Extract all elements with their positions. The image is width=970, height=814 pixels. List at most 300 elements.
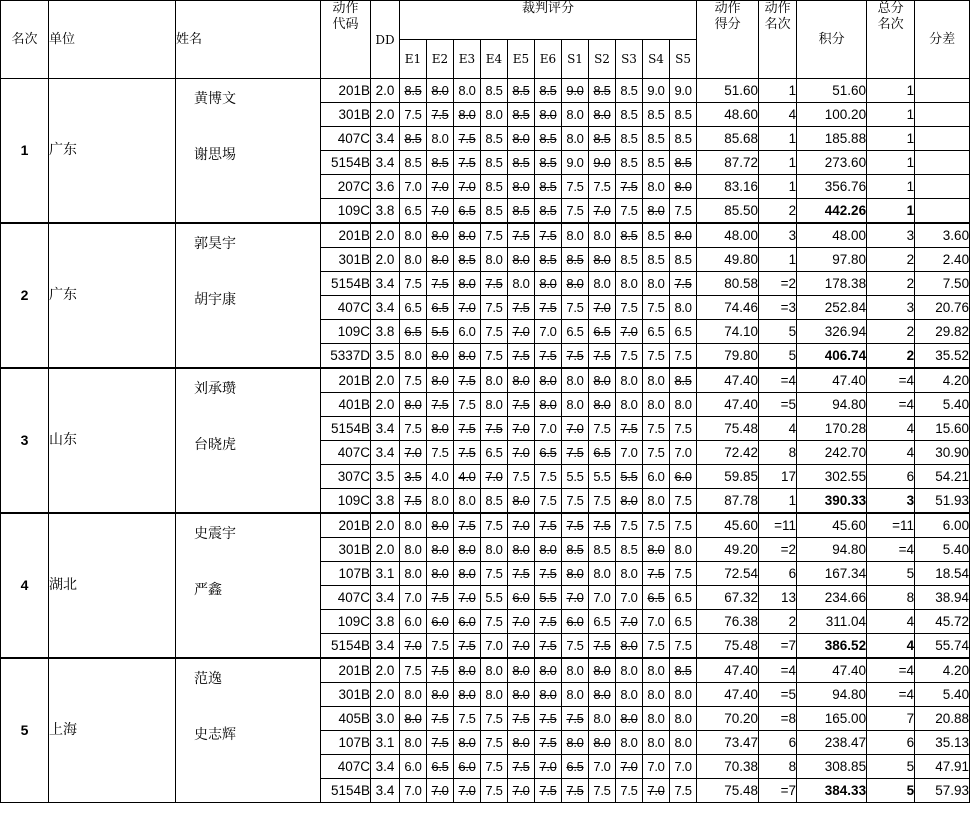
judge-score: 8.0 (454, 344, 481, 369)
judge-score: 8.5 (562, 538, 589, 562)
judge-score: 7.0 (562, 417, 589, 441)
judge-score: 6.5 (670, 320, 697, 344)
action-score: 47.40 (697, 368, 759, 393)
judge-score: 8.0 (562, 731, 589, 755)
total-rank: 4 (867, 417, 915, 441)
judge-score: 7.0 (508, 320, 535, 344)
action-rank: =4 (759, 368, 797, 393)
judge-score: 8.0 (616, 489, 643, 514)
judge-score: 8.0 (481, 248, 508, 272)
judge-score: 7.5 (670, 562, 697, 586)
action-rank: 1 (759, 127, 797, 151)
action-rank: 1 (759, 79, 797, 103)
judge-score: 8.0 (454, 683, 481, 707)
dive-code: 109C (321, 199, 371, 224)
dive-code: 407C (321, 127, 371, 151)
judge-score: 7.0 (427, 199, 454, 224)
score-diff: 4.20 (915, 658, 970, 683)
action-rank: 17 (759, 465, 797, 489)
judge-score: 8.0 (508, 683, 535, 707)
dive-code: 109C (321, 489, 371, 514)
points: 242.70 (797, 441, 867, 465)
judge-score: 7.5 (481, 610, 508, 634)
judge-score: 8.0 (643, 199, 670, 224)
judge-score: 8.0 (589, 272, 616, 296)
athlete-name: 史震宇 (194, 526, 236, 542)
team-rank: 4 (1, 513, 49, 658)
header-judge-e3: E3 (454, 40, 481, 79)
judge-score: 8.5 (481, 151, 508, 175)
judge-score: 8.5 (481, 175, 508, 199)
judge-score: 5.5 (589, 465, 616, 489)
header-diff: 分差 (915, 1, 970, 79)
judge-score: 8.5 (427, 151, 454, 175)
table-row (1, 658, 970, 683)
judge-score: 7.5 (643, 417, 670, 441)
action-score: 48.60 (697, 103, 759, 127)
header-judges: 裁判评分 (400, 1, 697, 40)
judge-score: 6.5 (670, 610, 697, 634)
judge-score: 8.0 (562, 368, 589, 393)
action-rank: 8 (759, 441, 797, 465)
total-rank: 1 (867, 151, 915, 175)
judge-score: 8.5 (535, 199, 562, 224)
total-rank: 6 (867, 465, 915, 489)
points: 178.38 (797, 272, 867, 296)
judge-score: 8.0 (589, 248, 616, 272)
judge-score: 7.0 (400, 175, 427, 199)
total-rank: 4 (867, 610, 915, 634)
action-score: 76.38 (697, 610, 759, 634)
judge-score: 7.0 (400, 634, 427, 659)
judge-score: 9.0 (562, 79, 589, 103)
judge-score: 7.5 (508, 393, 535, 417)
judge-score: 8.0 (562, 103, 589, 127)
judge-score: 8.0 (616, 393, 643, 417)
judge-score: 8.5 (589, 538, 616, 562)
judge-score: 8.0 (643, 393, 670, 417)
judge-score: 7.5 (670, 344, 697, 369)
total-rank: 1 (867, 175, 915, 199)
judge-score: 8.0 (670, 707, 697, 731)
judge-score: 8.0 (454, 272, 481, 296)
judge-score: 7.5 (589, 634, 616, 659)
judge-score: 8.0 (535, 683, 562, 707)
action-rank: 1 (759, 151, 797, 175)
header-unit: 单位 (49, 1, 176, 79)
judge-score: 8.5 (643, 103, 670, 127)
dive-dd: 3.4 (371, 417, 400, 441)
points: 406.74 (797, 344, 867, 369)
total-rank: =4 (867, 393, 915, 417)
dive-dd: 3.1 (371, 562, 400, 586)
dive-dd: 3.5 (371, 465, 400, 489)
judge-score: 8.0 (508, 538, 535, 562)
judge-score: 7.5 (670, 489, 697, 514)
judge-score: 7.5 (400, 368, 427, 393)
points: 386.52 (797, 634, 867, 659)
judge-score: 7.5 (616, 417, 643, 441)
judge-score: 7.5 (535, 465, 562, 489)
judge-score: 7.5 (670, 199, 697, 224)
judge-score: 7.5 (616, 296, 643, 320)
dive-dd: 3.4 (371, 151, 400, 175)
action-score: 85.50 (697, 199, 759, 224)
judge-score: 8.0 (508, 248, 535, 272)
action-rank: 8 (759, 755, 797, 779)
judge-score: 7.5 (481, 513, 508, 538)
header-judge-s5: S5 (670, 40, 697, 79)
action-score: 72.42 (697, 441, 759, 465)
dive-code: 307C (321, 465, 371, 489)
judge-score: 7.5 (508, 223, 535, 248)
points: 311.04 (797, 610, 867, 634)
judge-score: 5.5 (616, 465, 643, 489)
judge-score: 6.5 (454, 199, 481, 224)
judge-score: 8.0 (481, 103, 508, 127)
judge-score: 7.5 (481, 779, 508, 803)
judge-score: 6.0 (427, 610, 454, 634)
judge-score: 7.0 (454, 586, 481, 610)
judge-score: 8.0 (643, 683, 670, 707)
judge-score: 7.5 (535, 731, 562, 755)
judge-score: 8.0 (508, 272, 535, 296)
judge-score: 7.5 (535, 344, 562, 369)
judge-score: 8.5 (670, 127, 697, 151)
judge-score: 7.5 (589, 513, 616, 538)
dive-dd: 2.0 (371, 79, 400, 103)
header-judge-s2: S2 (589, 40, 616, 79)
dive-code: 109C (321, 610, 371, 634)
judge-score: 9.0 (670, 79, 697, 103)
points: 238.47 (797, 731, 867, 755)
judge-score: 7.5 (643, 296, 670, 320)
judge-score: 8.0 (400, 538, 427, 562)
team-names (176, 658, 321, 803)
judge-score: 7.5 (616, 344, 643, 369)
action-score: 49.20 (697, 538, 759, 562)
judge-score: 6.0 (454, 320, 481, 344)
judge-score: 7.0 (535, 417, 562, 441)
judge-score: 7.5 (481, 296, 508, 320)
dive-code: 107B (321, 562, 371, 586)
judge-score: 8.5 (589, 79, 616, 103)
action-score: 47.40 (697, 683, 759, 707)
judge-score: 6.5 (427, 296, 454, 320)
dive-dd: 3.8 (371, 320, 400, 344)
score-diff: 15.60 (915, 417, 970, 441)
action-score: 74.46 (697, 296, 759, 320)
judge-score: 8.5 (643, 223, 670, 248)
judge-score: 8.5 (535, 79, 562, 103)
score-diff (915, 103, 970, 127)
score-diff: 57.93 (915, 779, 970, 803)
action-rank: =4 (759, 658, 797, 683)
points: 94.80 (797, 393, 867, 417)
dive-dd: 3.1 (371, 731, 400, 755)
total-rank: 5 (867, 562, 915, 586)
dive-code: 405B (321, 707, 371, 731)
judge-score: 7.5 (643, 634, 670, 659)
header-judge-e6: E6 (535, 40, 562, 79)
team-rank: 1 (1, 79, 49, 224)
action-score: 73.47 (697, 731, 759, 755)
judge-score: 6.5 (400, 199, 427, 224)
dive-code: 407C (321, 441, 371, 465)
points: 384.33 (797, 779, 867, 803)
judge-score: 8.0 (454, 731, 481, 755)
athlete-name: 黄博文 (194, 91, 236, 107)
header-total-rank: 总分 名次 (867, 1, 915, 79)
judge-score: 8.5 (535, 248, 562, 272)
dive-code: 407C (321, 586, 371, 610)
action-rank: 13 (759, 586, 797, 610)
judge-score: 7.0 (643, 779, 670, 803)
judge-score: 8.0 (589, 368, 616, 393)
score-diff (915, 151, 970, 175)
action-score: 72.54 (697, 562, 759, 586)
athlete-name: 刘承瓒 (194, 381, 236, 397)
action-rank: =2 (759, 272, 797, 296)
judge-score: 8.5 (643, 248, 670, 272)
judge-score: 8.0 (643, 489, 670, 514)
judge-score: 7.5 (535, 562, 562, 586)
judge-score: 8.0 (670, 731, 697, 755)
judge-score: 8.0 (400, 707, 427, 731)
judge-score: 7.5 (454, 127, 481, 151)
judge-score: 7.0 (616, 586, 643, 610)
judge-score: 8.0 (616, 368, 643, 393)
points: 356.76 (797, 175, 867, 199)
judge-score: 8.0 (616, 658, 643, 683)
judge-score: 6.5 (400, 296, 427, 320)
judge-score: 8.0 (400, 393, 427, 417)
judge-score: 7.0 (616, 755, 643, 779)
total-rank: 4 (867, 441, 915, 465)
judge-score: 7.5 (589, 175, 616, 199)
action-score: 70.20 (697, 707, 759, 731)
judge-score: 8.0 (508, 127, 535, 151)
table-header (1, 1, 970, 79)
dive-code: 109C (321, 320, 371, 344)
judge-score: 8.5 (562, 248, 589, 272)
action-rank: 6 (759, 562, 797, 586)
judge-score: 8.0 (427, 127, 454, 151)
judge-score: 8.0 (454, 538, 481, 562)
team-rank: 5 (1, 658, 49, 803)
judge-score: 7.5 (535, 610, 562, 634)
action-rank: 4 (759, 417, 797, 441)
header-judge-e1: E1 (400, 40, 427, 79)
judge-score: 6.5 (562, 320, 589, 344)
judge-score: 7.5 (454, 441, 481, 465)
judge-score: 7.0 (508, 441, 535, 465)
action-rank: 3 (759, 223, 797, 248)
judge-score: 8.0 (481, 658, 508, 683)
judge-score: 8.0 (481, 538, 508, 562)
judge-score: 8.0 (562, 562, 589, 586)
judge-score: 5.5 (535, 586, 562, 610)
judge-score: 7.0 (670, 755, 697, 779)
header-code: 动作 代码 (321, 1, 371, 79)
table-body (1, 79, 970, 803)
judge-score: 8.0 (427, 562, 454, 586)
judge-score: 8.0 (616, 731, 643, 755)
action-score: 87.78 (697, 489, 759, 514)
total-rank: 3 (867, 489, 915, 514)
dive-dd: 2.0 (371, 103, 400, 127)
judge-score: 8.0 (400, 513, 427, 538)
judge-score: 9.0 (643, 79, 670, 103)
judge-score: 3.5 (400, 465, 427, 489)
judge-score: 8.0 (427, 223, 454, 248)
judge-score: 7.5 (562, 441, 589, 465)
judge-score: 8.5 (508, 79, 535, 103)
team-unit: 广东 (49, 223, 176, 368)
total-rank: 5 (867, 779, 915, 803)
judge-score: 6.0 (508, 586, 535, 610)
athlete-name: 谢思埸 (194, 147, 236, 163)
dive-dd: 3.6 (371, 175, 400, 199)
judge-score: 8.0 (589, 562, 616, 586)
team-unit: 广东 (49, 79, 176, 224)
judge-score: 8.5 (670, 248, 697, 272)
score-diff (915, 127, 970, 151)
judge-score: 8.5 (535, 175, 562, 199)
header-rank: 名次 (1, 1, 49, 79)
dive-dd: 3.8 (371, 610, 400, 634)
judge-score: 7.5 (481, 731, 508, 755)
points: 390.33 (797, 489, 867, 514)
team-names (176, 223, 321, 368)
score-diff: 2.40 (915, 248, 970, 272)
judge-score: 7.0 (616, 610, 643, 634)
judge-score: 6.0 (454, 755, 481, 779)
action-rank: =5 (759, 393, 797, 417)
judge-score: 5.5 (562, 465, 589, 489)
judge-score: 7.5 (427, 103, 454, 127)
header-dd: DD (371, 1, 400, 79)
judge-score: 8.0 (562, 658, 589, 683)
judge-score: 5.5 (481, 586, 508, 610)
dive-code: 5154B (321, 634, 371, 659)
total-rank: 6 (867, 731, 915, 755)
judge-score: 7.0 (643, 755, 670, 779)
points: 100.20 (797, 103, 867, 127)
judge-score: 7.5 (535, 513, 562, 538)
judge-score: 8.0 (427, 513, 454, 538)
action-rank: 5 (759, 320, 797, 344)
judge-score: 7.0 (427, 175, 454, 199)
judge-score: 7.5 (562, 634, 589, 659)
dive-dd: 3.5 (371, 344, 400, 369)
judge-score: 8.0 (454, 658, 481, 683)
judge-score: 7.5 (427, 731, 454, 755)
header-judge-e5: E5 (508, 40, 535, 79)
athlete-name: 范逸 (194, 671, 222, 687)
judge-score: 8.0 (535, 538, 562, 562)
score-diff: 3.60 (915, 223, 970, 248)
judge-score: 7.5 (562, 199, 589, 224)
judge-score: 8.5 (616, 127, 643, 151)
judge-score: 7.5 (427, 634, 454, 659)
total-rank: 3 (867, 296, 915, 320)
judge-score: 8.5 (616, 151, 643, 175)
judge-score: 8.5 (670, 151, 697, 175)
judge-score: 7.5 (535, 489, 562, 514)
judge-score: 7.0 (508, 513, 535, 538)
judge-score: 7.5 (535, 634, 562, 659)
total-rank: 3 (867, 223, 915, 248)
judge-score: 5.5 (427, 320, 454, 344)
total-rank: 5 (867, 755, 915, 779)
dive-code: 201B (321, 513, 371, 538)
dive-dd: 3.4 (371, 441, 400, 465)
judge-score: 7.5 (454, 368, 481, 393)
judge-score: 6.0 (400, 755, 427, 779)
judge-score: 7.5 (481, 223, 508, 248)
judge-score: 8.0 (670, 175, 697, 199)
judge-score: 7.0 (670, 441, 697, 465)
judge-score: 7.0 (508, 779, 535, 803)
athlete-name: 台晓虎 (194, 437, 236, 453)
score-diff: 6.00 (915, 513, 970, 538)
total-rank: =4 (867, 683, 915, 707)
judge-score: 7.5 (508, 755, 535, 779)
points: 167.34 (797, 562, 867, 586)
dive-dd: 2.0 (371, 683, 400, 707)
dive-code: 407C (321, 296, 371, 320)
team-names (176, 79, 321, 224)
judge-score: 8.5 (616, 538, 643, 562)
judge-score: 7.5 (508, 465, 535, 489)
judge-score: 7.5 (670, 272, 697, 296)
judge-score: 7.0 (616, 441, 643, 465)
judge-score: 8.0 (427, 248, 454, 272)
judge-score: 8.0 (616, 683, 643, 707)
dive-code: 201B (321, 79, 371, 103)
judge-score: 7.5 (481, 417, 508, 441)
score-diff: 5.40 (915, 683, 970, 707)
points: 51.60 (797, 79, 867, 103)
judge-score: 8.5 (643, 151, 670, 175)
judge-score: 7.5 (670, 634, 697, 659)
judge-score: 7.5 (427, 707, 454, 731)
judge-score: 8.0 (562, 223, 589, 248)
judge-score: 7.0 (589, 755, 616, 779)
action-rank: =5 (759, 683, 797, 707)
score-diff (915, 175, 970, 199)
judge-score: 8.0 (481, 683, 508, 707)
judge-score: 7.0 (508, 634, 535, 659)
judge-score: 7.5 (454, 513, 481, 538)
dive-code: 301B (321, 248, 371, 272)
action-score: 87.72 (697, 151, 759, 175)
judge-score: 8.0 (616, 562, 643, 586)
judge-score: 7.5 (589, 779, 616, 803)
judge-score: 8.5 (508, 151, 535, 175)
judge-score: 7.5 (562, 707, 589, 731)
judge-score: 8.5 (400, 79, 427, 103)
total-rank: 2 (867, 320, 915, 344)
points: 47.40 (797, 658, 867, 683)
judge-score: 8.0 (643, 538, 670, 562)
points: 234.66 (797, 586, 867, 610)
judge-score: 4.0 (454, 465, 481, 489)
judge-score: 7.5 (508, 707, 535, 731)
dive-code: 201B (321, 223, 371, 248)
header-action-rank: 动作 名次 (759, 1, 797, 79)
